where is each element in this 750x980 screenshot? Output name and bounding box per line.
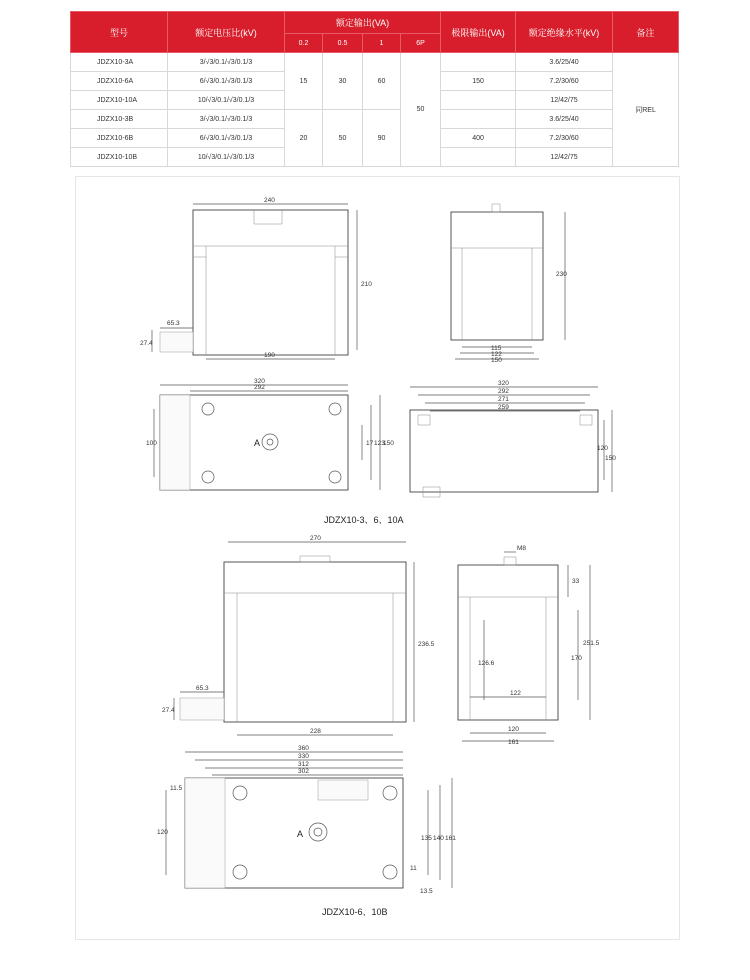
- svg-text:A: A: [254, 438, 261, 448]
- dim-label: 360: [298, 745, 309, 752]
- dim-label: 126.6: [478, 660, 495, 667]
- dim-label: 292: [498, 388, 509, 395]
- insulation-cell: 3.6/25/40: [516, 110, 613, 129]
- model-cell: JDZX10-10B: [71, 148, 168, 167]
- dim-label: 240: [264, 197, 275, 204]
- model-cell: JDZX10-3A: [71, 53, 168, 72]
- dim-label: 33: [572, 578, 580, 585]
- header-class-0-5: 0.5: [323, 34, 363, 53]
- dim-label: 150: [605, 455, 616, 462]
- ratio-cell: 10/√3/0.1/√3/0.1/3: [168, 148, 285, 167]
- dim-label: 17: [366, 440, 374, 447]
- limit-output-cell: 150: [441, 72, 516, 91]
- output-0-2-cell: 20: [285, 110, 323, 167]
- dim-label: 320: [498, 380, 509, 387]
- drawing-b: [157, 535, 600, 917]
- dim-label: 312: [298, 761, 309, 768]
- insulation-cell: 12/42/75: [516, 148, 613, 167]
- header-class-6p: 6P: [401, 34, 441, 53]
- dim-label: 140: [433, 835, 444, 842]
- dim-label: 150: [383, 440, 394, 447]
- dim-label: 123: [374, 440, 385, 447]
- ratio-cell: 6/√3/0.1/√3/0.1/3: [168, 129, 285, 148]
- insulation-cell: 7.2/30/60: [516, 129, 613, 148]
- header-remark: 备注: [613, 12, 679, 53]
- header-model: 型号: [71, 12, 168, 53]
- dim-label: 65.3: [167, 320, 180, 327]
- model-cell: JDZX10-3B: [71, 110, 168, 129]
- ratio-cell: 10/√3/0.1/√3/0.1/3: [168, 91, 285, 110]
- dim-label: 230: [556, 271, 567, 278]
- header-voltage-ratio: 额定电压比(kV): [168, 12, 285, 53]
- plan-view-a: [146, 378, 394, 490]
- caption-a: JDZX10-3、6、10A: [324, 515, 404, 525]
- rear-view-a: [410, 380, 616, 497]
- caption-b: JDZX10-6、10B: [322, 907, 388, 917]
- header-limit-output: 极限输出(VA): [441, 12, 516, 53]
- dim-label: 251.5: [583, 640, 600, 647]
- dim-label: 161: [508, 739, 519, 746]
- dim-label: 122: [510, 690, 521, 697]
- ratio-cell: 3/√3/0.1/√3/0.1/3: [168, 110, 285, 129]
- output-0-2-cell: 15: [285, 53, 323, 110]
- limit-output-cell: 400: [441, 129, 516, 148]
- remark-cell: 同REL: [613, 53, 679, 167]
- dim-label: 27.4: [140, 340, 153, 347]
- dim-label: 259: [498, 404, 509, 411]
- output-0-5-cell: 50: [323, 110, 363, 167]
- dim-label: 190: [264, 352, 275, 359]
- header-insulation-level: 额定绝缘水平(kV): [516, 12, 613, 53]
- model-cell: JDZX10-10A: [71, 91, 168, 110]
- side-view-b: [458, 545, 600, 746]
- header-class-0-2: 0.2: [285, 34, 323, 53]
- insulation-cell: 3.6/25/40: [516, 53, 613, 72]
- output-1-cell: 90: [363, 110, 401, 167]
- dim-label: 170: [571, 655, 582, 662]
- dim-label: 120: [508, 726, 519, 733]
- ratio-cell: 6/√3/0.1/√3/0.1/3: [168, 72, 285, 91]
- dim-label: 292: [254, 384, 265, 391]
- insulation-cell: 12/42/75: [516, 91, 613, 110]
- output-0-5-cell: 30: [323, 53, 363, 110]
- dim-label: 161: [445, 835, 456, 842]
- output-6p-cell: 50: [401, 53, 441, 167]
- dim-label: 100: [146, 440, 157, 447]
- front-view-b: [162, 535, 435, 735]
- front-view-a: [140, 197, 372, 359]
- ratio-cell: 3/√3/0.1/√3/0.1/3: [168, 53, 285, 72]
- dim-label: 122: [491, 351, 502, 358]
- dim-label: 302: [298, 768, 309, 775]
- model-cell: JDZX10-6A: [71, 72, 168, 91]
- dim-label: 120: [157, 829, 168, 836]
- header-rated-output: 额定输出(VA): [285, 12, 441, 34]
- dim-label: 11.5: [170, 785, 183, 792]
- dim-label: 210: [361, 281, 372, 288]
- side-view-a: [451, 204, 567, 364]
- model-cell: JDZX10-6B: [71, 129, 168, 148]
- dim-label: 320: [254, 378, 265, 385]
- dim-label: 270: [310, 535, 321, 542]
- drawing-a: [140, 197, 616, 525]
- dim-label: 330: [298, 753, 309, 760]
- output-1-cell: 60: [363, 53, 401, 110]
- dim-label: 27.4: [162, 707, 175, 714]
- dim-label: 236.5: [418, 641, 435, 648]
- dim-label: 150: [491, 357, 502, 364]
- dim-label: 65.3: [196, 685, 209, 692]
- dim-label: 120: [597, 445, 608, 452]
- dim-label: 115: [491, 345, 502, 352]
- dim-label: 271: [498, 396, 509, 403]
- insulation-cell: 7.2/30/60: [516, 72, 613, 91]
- plan-view-b: [157, 745, 456, 895]
- svg-text:A: A: [297, 829, 304, 839]
- header-class-1: 1: [363, 34, 401, 53]
- dim-label: 13.5: [420, 888, 433, 895]
- dim-label: 135: [421, 835, 432, 842]
- dim-label: 11: [410, 865, 417, 872]
- dim-label: M8: [517, 545, 527, 552]
- dim-label: 228: [310, 728, 321, 735]
